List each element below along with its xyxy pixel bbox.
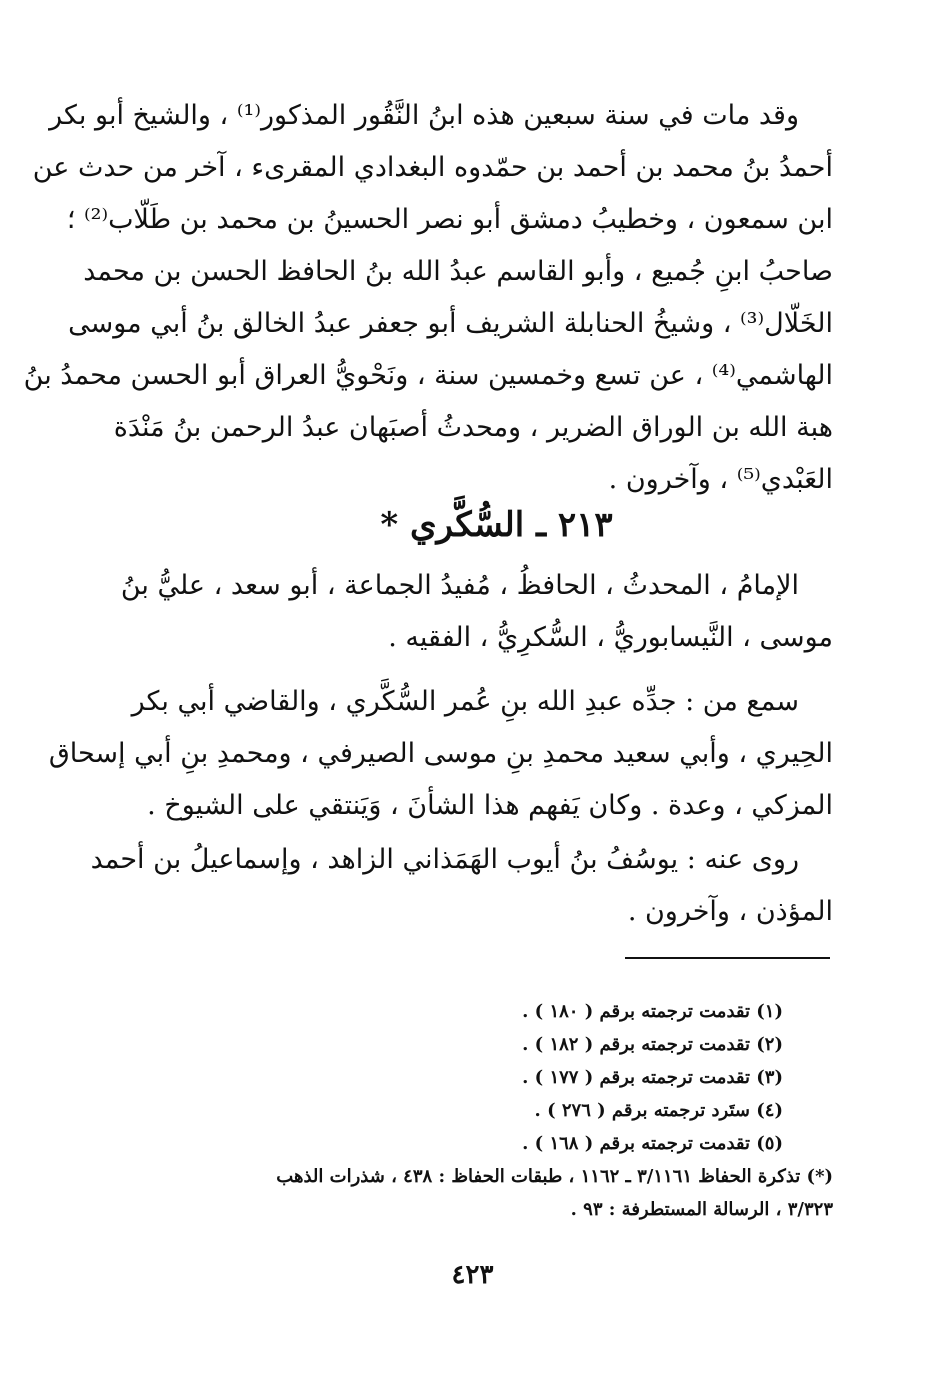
footnote-divider [625, 957, 830, 959]
text-line: ابن سمعون ، وخطيبُ دمشق أبو نصر الحسينُ بن محمد بن طَلّاب⁽²⁾ ؛ [66, 204, 833, 235]
sources-note: (*) تذكرة الحفاظ ٣/١١٦١ ـ ١١٦٢ ، طبقات الحفاظ : ٤٣٨ ، شذرات الذهب [276, 1166, 833, 1187]
footnote: (٥) تقدمت ترجمته برقم ( ١٦٨ ) . [522, 1133, 783, 1154]
paragraph-titles [120, 560, 833, 664]
text-line: وقد مات في سنة سبعين هذه ابنُ النَّقُور المذكور⁽¹⁾ ، والشيخ أبو بكر [49, 100, 799, 131]
footnote: (٤) ستَرد ترجمته برقم ( ٢٧٦ ) . [534, 1100, 783, 1121]
text-line: أحمدُ بنُ محمد بن أحمد بن حمّدوه البغدادي المقرىء ، آخر من حدث عن [32, 152, 833, 183]
entry-heading: ٢١٣ ـ السُّكَّري * [380, 505, 613, 545]
text-line: المؤذن ، وآخرون . [627, 896, 833, 927]
paragraph-teachers [48, 676, 833, 832]
footnote: (١) تقدمت ترجمته برقم ( ١٨٠ ) . [522, 1001, 783, 1022]
text-line: روى عنه : يوسُفُ بنُ أيوب الهَمَذاني الزاهد ، وإسماعيلُ بن أحمد [90, 844, 799, 875]
text-line: الحِيري ، وأبي سعيد محمدِ بنِ موسى الصيرفي ، ومحمدِ بنِ أبي إسحاق [48, 738, 833, 769]
text-line: المزكي ، وعدة . وكان يَفهم هذا الشأنَ ، وَيَنتقي على الشيوخ . [147, 790, 833, 821]
text-line: الإمامُ ، المحدثُ ، الحافظُ ، مُفيدُ الجماعة ، أبو سعد ، عليُّ بنُ [120, 570, 799, 601]
text-line: هبة الله بن الوراق الضرير ، ومحدثُ أصبَهان عبدُ الرحمن بنُ مَنْدَة [113, 412, 833, 443]
footnote: (٣) تقدمت ترجمته برقم ( ١٧٧ ) . [522, 1067, 783, 1088]
footnote: (٢) تقدمت ترجمته برقم ( ١٨٢ ) . [522, 1034, 783, 1055]
text-line: الهاشمي⁽⁴⁾ ، عن تسع وخمسين سنة ، ونَحْويُّ العراق أبو الحسن محمدُ بنُ [23, 360, 833, 391]
footnotes [160, 995, 833, 1226]
text-line: موسى ، النَّيسابوريُّ ، السُّكرِيُّ ، الفقيه . [388, 622, 833, 653]
text-line: العَبْدي⁽⁵⁾ ، وآخرون . [608, 464, 833, 495]
text-line: سمع من : جدِّه عبدِ الله بنِ عُمر السُّكَّري ، والقاضي أبي بكر [131, 686, 799, 717]
text-line: صاحبُ ابنِ جُميع ، وأبو القاسم عبدُ الله بنُ الحافظ الحسن بن محمد [83, 256, 833, 287]
page-number: ٤٢٣ [451, 1260, 494, 1290]
paragraph-students [90, 834, 833, 938]
paragraph-deaths [23, 90, 833, 506]
text-line: الخَلّال⁽³⁾ ، وشيخُ الحنابلة الشريف أبو جعفر عبدُ الخالق بنُ أبي موسى [68, 308, 833, 339]
sources-note: ٣/٣٢٣ ، الرسالة المستطرفة : ٩٣ . [570, 1199, 833, 1220]
